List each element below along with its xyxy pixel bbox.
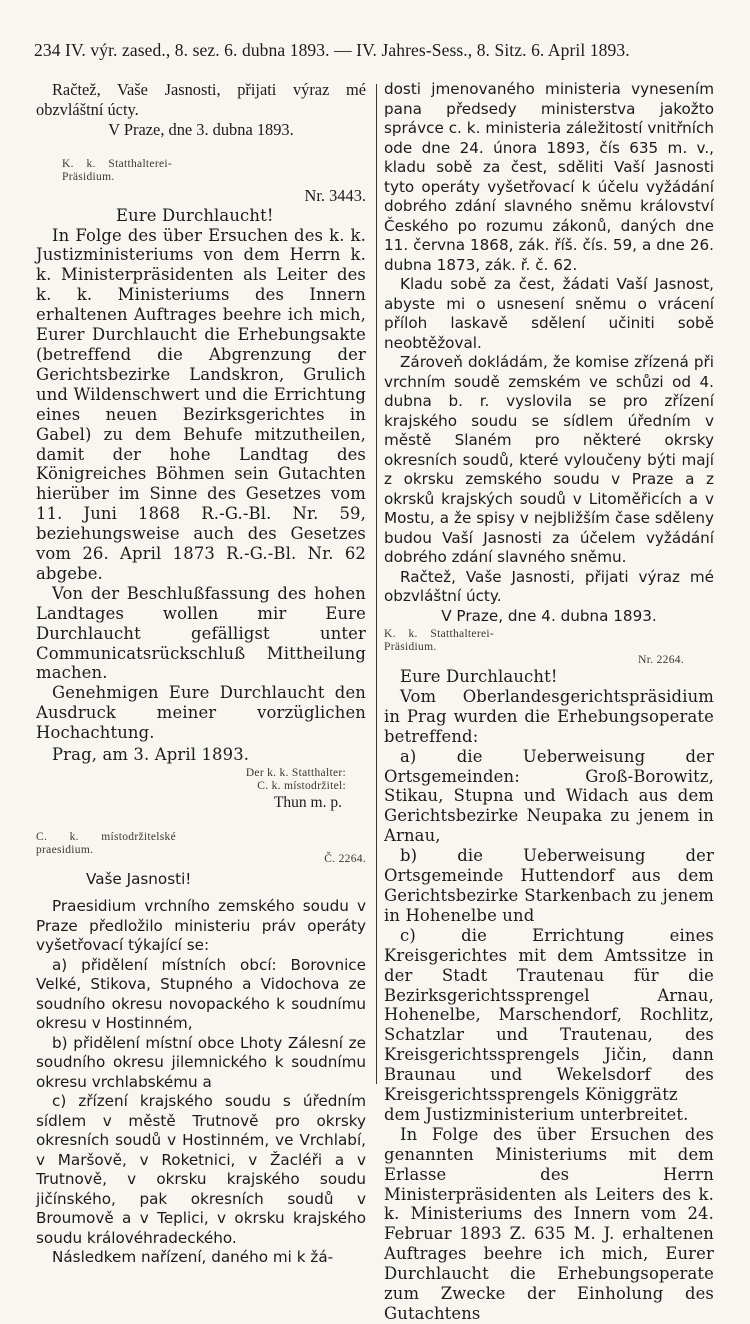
- signature-name: Thun m. p.: [273, 794, 342, 811]
- office-heading: K. k. Statthalterei-Präsidium.: [62, 157, 172, 183]
- list-item: c) die Errichtung eines Kreisgerichtes mit dem Amtssitze in der Stadt Trautenau für die Bezirksgerichtssprengel Arnau, Hohenelbe, Marschendorf, Rochlitz, Schatzlar und Trautenau, des Kreisgerichtssprengels Jičin, dann Braunau und Wekelsdorf des Kreisgerichtssprengels Königgrätz: [384, 925, 714, 1105]
- office-heading: K. k. Statthalterei-Präsidium.: [384, 628, 494, 653]
- closing-paragraph: Račtež, Vaše Jasnosti, přijati výraz mé obzvláštní úcty.: [36, 80, 366, 119]
- body-paragraph: Zároveň dokládám, že komise zřízená při vrchním soudě zemském ve schůzi od 4. dubna b. r. vyslovila se pro zřízení krajského soudu se sídlem úředním v městě Slaném pro některé okrsky okresních soudů, které vyloučeny býti mají z okrsku zemského soudu v Praze a z okrsků krajských soudů v Litoměřicích a v Mostu, a že spisy v nejbližším čase sděleny budou Vaší Jasnosti za účelem vyžádání dobrého zdání slavného sněmu.: [384, 353, 714, 566]
- signature-title: C. k. místodržitel:: [257, 780, 346, 792]
- body-paragraph: In Folge des über Ersuchen des genannten Ministeriums mit dem Erlasse des Herrn Ministerpräsidenten als Leiters des k. k. Ministeriums des Innern vom 24. Februar 1893 Z. 635 M. J. erhaltenen Auftrages beehre ich mich, Eurer Durchlaucht die Erhebungsoperate zum Zwecke der Einholung des Gutachtens: [384, 1124, 714, 1323]
- list-item: c) zřízení krajského soudu s úředním sídlem v městě Trutnově pro okrsky okresních soudů v Hostinném, ve Vrchlabí, v Maršově, v Roketnici, v Žacléři a v Trutnově, v okrsku krajského soudu jičínského, pak okresních soudů v Broumově a v Teplici, v okrsku krajského soudu královéhradeckého.: [36, 1092, 366, 1247]
- body-paragraph: Vom Oberlandesgerichtspräsidium in Prag wurden die Erhebungsoperate betreffend:: [384, 686, 714, 746]
- page-header: 234 IV. výr. zased., 8. sez. 6. dubna 1893. — IV. Jahres-Sess., 8. Sitz. 6. April 1893.: [34, 40, 630, 60]
- place-date: V Praze, dne 3. dubna 1893.: [108, 119, 294, 139]
- place-date: Prag, am 3. April 1893.: [52, 745, 250, 765]
- body-paragraph: Genehmigen Eure Durchlaucht den Ausdruck meiner vorzüglichen Hochachtung.: [36, 683, 366, 743]
- list-item: b) die Ueberweisung der Ortsgemeinde Huttendorf aus dem Gerichtsbezirke Starkenbach zu jenem in Hohenelbe und: [384, 846, 714, 925]
- salutation: Eure Durchlaucht!: [400, 667, 558, 686]
- right-column: [384, 80, 714, 1324]
- place-date: V Praze, dne 4. dubna 1893.: [441, 606, 657, 625]
- reference-number: Nr. 3443.: [304, 185, 366, 205]
- closing-paragraph: Račtež, Vaše Jasnosti, přijati výraz mé obzvláštní úcty.: [384, 567, 714, 605]
- list-item: b) přidělení místní obce Lhoty Zálesní ze soudního okresu jilemnického k soudnímu okresu vrchlabskému a: [36, 1033, 366, 1091]
- body-paragraph: Von der Beschlußfassung des hohen Landtages wollen mir Eure Durchlaucht gefälligst unter Communicatsrückschluß Mittheilung machen.: [36, 583, 366, 683]
- body-paragraph: Následkem nařízení, daného mi k žá-: [52, 1248, 334, 1267]
- body-paragraph: dem Justizministerium unterbreitet.: [384, 1104, 689, 1124]
- list-item: a) die Ueberweisung der Ortsgemeinden: Groß-Borowitz, Stikau, Stupna und Widach aus dem Gerichtsbezirke Neupaka zu jenem in Arnau,: [384, 746, 714, 846]
- body-paragraph: dosti jmenovaného ministeria vynesením pana předsedy ministerstva jakožto správce c. k. ministeria záležitostí vnitřních ode dne 24. února 1893, čís 635 m. v., kladu sobě za čest, sděliti Vaší Jasnosti tyto operáty vyšetřovací k účelu vyžádání dobrého zdání slavného sněmu království Českého po rozumu zákonů, daných dne 11. června 1868, zák. říš. čís. 59, a dne 26. dubna 1873, zák. ř. č. 62.: [384, 80, 714, 274]
- column-divider: [376, 84, 377, 1084]
- reference-number: Nr. 2264.: [638, 654, 684, 666]
- list-item: a) přidělení místních obcí: Borovnice Velké, Stikova, Stupného a Vidochova ze soudního okresu novopackého k soudnímu okresu v Hostinném,: [36, 955, 366, 1033]
- reference-number: Č. 2264.: [324, 852, 366, 865]
- body-paragraph: Praesidium vrchního zemského soudu v Praze předložilo ministeriu práv operáty vyšetřovací týkající se:: [36, 897, 366, 955]
- body-paragraph: In Folge des über Ersuchen des k. k. Justizministeriums von dem Herrn k. k. Ministerpräsidenten als Leiter des k. k. Ministeriums des Innern erhaltenen Auftrages beehre ich mich, Eurer Durchlaucht die Erhebungsakte (betreffend die Abgrenzung der Gerichtsbezirke Landskron, Grulich und Wildenschwert und die Errichtung eines neuen Bezirksgerichtes in Gabel) zu dem Behufe mitzutheilen, damit der hohe Landtag des Königreiches Böhmen sein Gutachten hierüber im Sinne des Gesetzes vom 11. Juni 1868 R.-G.-Bl. Nr. 59, beziehungsweise auch des Gesetzes vom 26. April 1873 R.-G.-Bl. Nr. 62 abgebe.: [36, 225, 366, 583]
- body-paragraph: Kladu sobě za čest, žádati Vaší Jasnost, abyste mi o usnesení sněmu o vrácení příloh laskavě sdělení učiniti sobě neobtěžoval.: [384, 275, 714, 352]
- salutation: Vaše Jasnosti!: [86, 869, 192, 888]
- office-heading: C. k. místodržitelské praesidium.: [36, 830, 176, 856]
- left-column: [36, 80, 366, 1268]
- signature-title: Der k. k. Statthalter:: [245, 767, 346, 779]
- salutation: Eure Durchlaucht!: [116, 205, 274, 225]
